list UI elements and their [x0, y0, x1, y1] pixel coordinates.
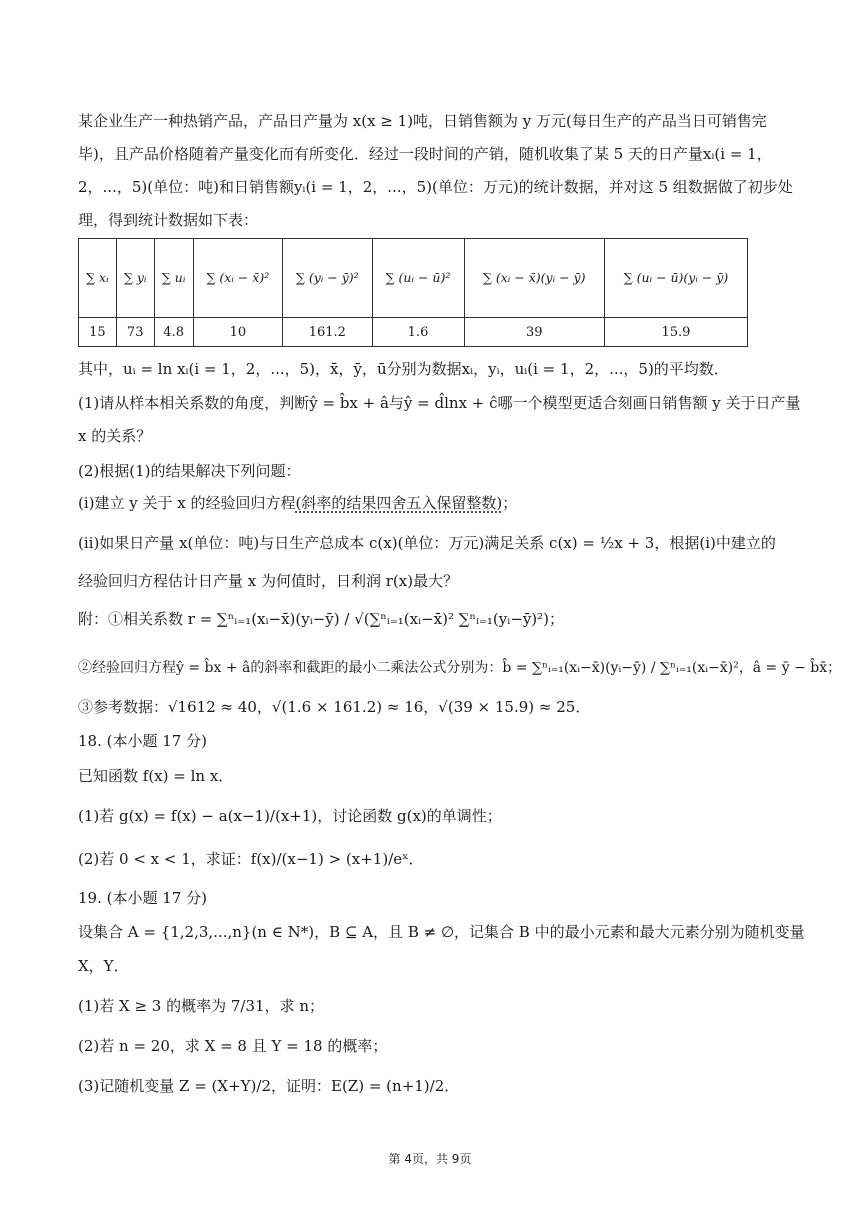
part-i-end: ； — [502, 494, 518, 512]
question-2-part-ii-line-2: 经验回归方程估计日产量 x 为何值时，日利润 r(x)最大？ — [78, 572, 459, 590]
table-header-cell: ∑ (uᵢ − ū)(yᵢ − ȳ) — [604, 239, 747, 318]
problem-18-part-2: (2)若 0 < x < 1，求证：f(x)/(x−1) > (x+1)/eˣ． — [78, 850, 424, 868]
table-header-cell: ∑ (yᵢ − ȳ)² — [283, 239, 372, 318]
intro-line-2: 毕)，且产品价格随着产量变化而有所变化．经过一段时间的产销，随机收集了某 5 天的日产量xᵢ(i = 1， — [78, 145, 772, 163]
part-i-emphasis: (斜率的结果四舍五入保留整数) — [295, 494, 503, 512]
table-cell: 73 — [116, 318, 154, 347]
table-value-row — [79, 318, 748, 347]
part-i-text: (ⅰ)建立 y 关于 x 的经验回归方程 — [78, 494, 296, 512]
problem-18-title: 18. (本小题 17 分) — [78, 732, 207, 750]
table-cell: 10 — [193, 318, 282, 347]
table-cell: 4.8 — [154, 318, 193, 347]
intro-line-3: 2，...，5)(单位：吨)和日销售额yᵢ(i = 1，2，...，5)(单位：万元)的统计数据，并对这 5 组数据做了初步处 — [78, 178, 793, 196]
problem-18-part-1: (1)若 g(x) = f(x) − a(x−1)/(x+1)，讨论函数 g(x)的单调性； — [78, 807, 502, 825]
page-footer: 第 4页，共 9页 — [388, 1152, 472, 1166]
table-header-cell: ∑ yᵢ — [116, 239, 154, 318]
table-cell: 1.6 — [372, 318, 464, 347]
table-cell: 15 — [79, 318, 117, 347]
table-cell: 161.2 — [283, 318, 372, 347]
question-1-line-2: x 的关系？ — [78, 427, 152, 445]
question-1-line-1: (1)请从样本相关系数的角度，判断ŷ = b̂x + â与ŷ = d̂lnx + ĉ哪一个模型更适合刻画日销售额 y 关于日产量 — [78, 394, 801, 412]
table-cell: 39 — [464, 318, 604, 347]
intro-line-4: 理，得到统计数据如下表： — [78, 211, 259, 229]
table-header-cell: ∑ (uᵢ − ū)² — [372, 239, 464, 318]
table-header-cell: ∑ uᵢ — [154, 239, 193, 318]
intro-line-1: 某企业生产一种热销产品，产品日产量为 x(x ≥ 1)吨，日销售额为 y 万元(每日生产的产品当日可销售完 — [78, 112, 767, 130]
problem-19-part-1: (1)若 X ≥ 3 的概率为 7/31，求 n； — [78, 997, 324, 1015]
appendix-least-squares-formula: ②经验回归方程ŷ = b̂x + â的斜率和截距的最小二乘法公式分别为：b̂ = ∑ⁿᵢ₌₁(xᵢ−x̄)(yᵢ−ȳ) / ∑ⁿᵢ₌₁(xᵢ−x̄)²，â = ȳ − b̂x̄； — [78, 660, 842, 676]
table-header-row — [79, 239, 748, 318]
table-header-cell: ∑ (xᵢ − x̄)² — [193, 239, 282, 318]
problem-19-part-2: (2)若 n = 20，求 X = 8 且 Y = 18 的概率； — [78, 1037, 388, 1055]
problem-19-line-1: 设集合 A = {1,2,3,...,n}(n ∈ N*)，B ⊆ A，且 B ≠ ∅，记集合 B 中的最小元素和最大元素分别为随机变量 — [78, 923, 805, 941]
problem-19-line-2: X，Y． — [78, 957, 129, 975]
appendix-reference-data: ③参考数据：√1612 ≈ 40，√(1.6 × 161.2) ≈ 16，√(39 × 15.9) ≈ 25． — [78, 698, 591, 716]
appendix-correlation-formula: 附：①相关系数 r = ∑ⁿᵢ₌₁(xᵢ−x̄)(yᵢ−ȳ) / √(∑ⁿᵢ₌₁(xᵢ−x̄)² ∑ⁿᵢ₌₁(yᵢ−ȳ)²)； — [78, 610, 565, 628]
table-note: 其中，uᵢ = ln xᵢ(i = 1，2，...，5)，x̄，ȳ，ū分别为数据xᵢ，yᵢ，uᵢ(i = 1，2，...，5)的平均数． — [78, 360, 729, 378]
question-2-intro: (2)根据(1)的结果解决下列问题： — [78, 462, 301, 480]
problem-19-part-3: (3)记随机变量 Z = (X+Y)/2，证明：E(Z) = (n+1)/2． — [78, 1077, 460, 1095]
problem-19-title: 19. (本小题 17 分) — [78, 889, 207, 907]
problem-18-given: 已知函数 f(x) = ln x． — [78, 767, 234, 785]
question-2-part-i — [78, 490, 778, 516]
table-header-cell: ∑ xᵢ — [79, 239, 117, 318]
table-cell: 15.9 — [604, 318, 747, 347]
statistics-table — [78, 238, 748, 347]
table-header-cell: ∑ (xᵢ − x̄)(yᵢ − ȳ) — [464, 239, 604, 318]
question-2-part-ii-line-1: (ⅱ)如果日产量 x(单位：吨)与日生产总成本 c(x)(单位：万元)满足关系 c(x) = ½x + 3，根据(ⅰ)中建立的 — [78, 534, 776, 552]
